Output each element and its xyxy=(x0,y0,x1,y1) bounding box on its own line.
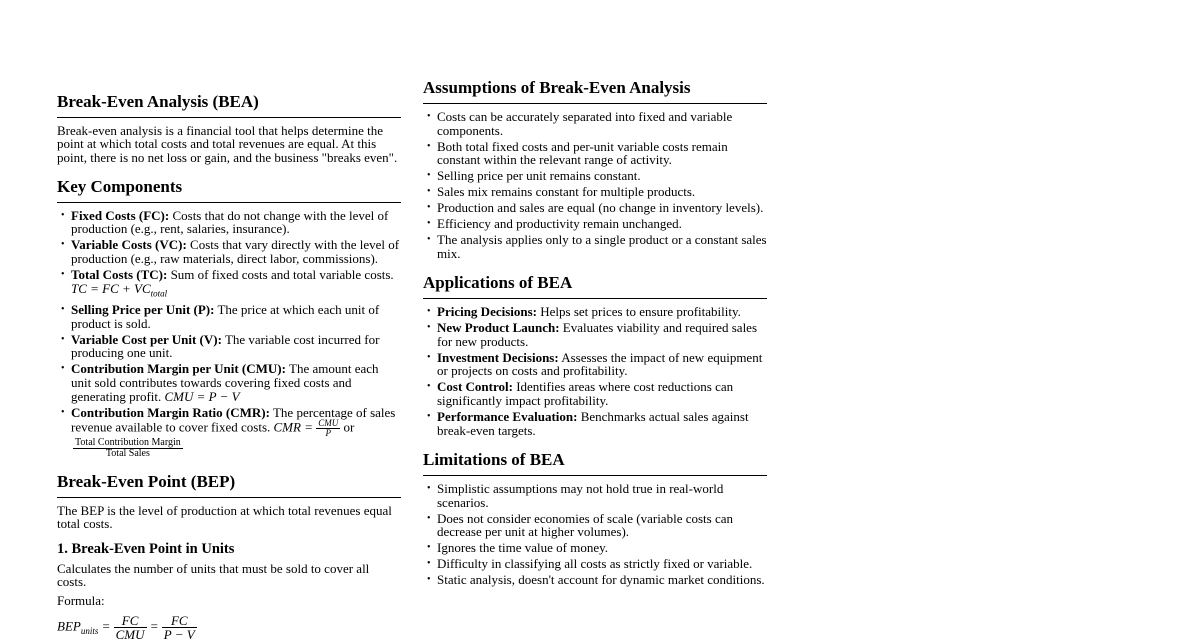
bea-intro: Break-even analysis is a financial tool that helps determine the point at which total costs and total revenues are equal. At this point, there is no net loss or gain, and the business "breaks even". xyxy=(57,123,398,165)
limitation-item: • Simplistic assumptions may not hold true in real-world scenarios. xyxy=(423,482,767,509)
bep-units-formula: $BEP_{units}$ = $\frac{FC}{\text{CMU}}$ = $\frac{FC}{P - V}$ xyxy=(57,612,195,642)
formula-label: Formula: xyxy=(57,593,105,609)
limitations-title: Limitations of BEA xyxy=(423,450,767,476)
application-investment: • Investment Decisions: Assesses the impact of new equipment or projects on costs and profitability. xyxy=(423,351,767,378)
component-cmr: • Contribution Margin Ratio (CMR): The percentage of sales revenue available to cover fixed costs. CMR = $\frac{\text{CMU}}{P}$ or $\frac{\text{Total Contribution Margin}}{\text{Total Sales}}$ xyxy=(57,406,401,460)
units-title: 1. Break-Even Point in Units xyxy=(57,540,235,557)
applications-title: Applications of BEA xyxy=(423,273,767,299)
bea-title: Break-Even Analysis (BEA) xyxy=(57,92,401,118)
cmr-formula: CMR = xyxy=(273,419,313,435)
cmu-formula: CMU = P − V xyxy=(164,388,240,404)
limitation-item: • Difficulty in classifying all costs as strictly fixed or variable. xyxy=(423,557,767,571)
limitations-list xyxy=(423,482,767,587)
limitation-item: • Ignores the time value of money. xyxy=(423,541,767,555)
assumptions-list xyxy=(423,110,767,260)
assumption-item: • Efficiency and productivity remain unchanged. xyxy=(423,217,767,231)
cmr-fraction: $\frac{\text{CMU}}{P}$ xyxy=(318,418,339,439)
component-total-costs: • Total Costs (TC): Sum of fixed costs and total variable costs. TC = FC + $VC_{total}$ xyxy=(57,268,401,301)
component-variable-cost-unit: • Variable Cost per Unit (V): The variable cost incurred for producing one unit. xyxy=(57,333,401,360)
assumption-item: • The analysis applies only to a single product or a constant sales mix. xyxy=(423,233,767,260)
applications-list xyxy=(423,305,767,437)
bep-intro: The BEP is the level of production at which total revenues equal total costs. xyxy=(57,503,392,532)
cmr-fraction-words: $\frac{\text{Total Contribution Margin}}{\text{Total Sales}}$ xyxy=(75,437,181,460)
application-new-product: • New Product Launch: Evaluates viability and required sales for new products. xyxy=(423,321,767,348)
components-list xyxy=(57,209,401,459)
application-performance: • Performance Evaluation: Benchmarks actual sales against break-even targets. xyxy=(423,410,767,437)
limitation-item: • Does not consider economies of scale (variable costs can decrease per unit at higher volumes). xyxy=(423,512,767,539)
application-pricing: • Pricing Decisions: Helps set prices to ensure profitability. xyxy=(423,305,767,319)
right-column xyxy=(423,78,767,589)
component-fixed-costs: • Fixed Costs (FC): Costs that do not change with the level of production (e.g., rent, salaries, insurance). xyxy=(57,209,401,236)
component-cmu: • Contribution Margin per Unit (CMU): The amount each unit sold contributes towards covering fixed costs and generating profit. CMU = P − V xyxy=(57,362,401,403)
bep-title: Break-Even Point (BEP) xyxy=(57,472,401,498)
units-desc: Calculates the number of units that must be sold to cover all costs. xyxy=(57,560,370,590)
component-variable-costs: • Variable Costs (VC): Costs that vary directly with the level of production (e.g., raw materials, direct labor, commissions). xyxy=(57,238,401,265)
component-selling-price: • Selling Price per Unit (P): The price at which each unit of product is sold. xyxy=(57,303,401,330)
assumption-item: • Costs can be accurately separated into fixed and variable components. xyxy=(423,110,767,137)
assumption-item: • Selling price per unit remains constant. xyxy=(423,169,767,183)
left-column xyxy=(57,92,401,641)
tc-formula: TC = FC + $VC_{total}$ xyxy=(71,280,168,299)
assumptions-title: Assumptions of Break-Even Analysis xyxy=(423,78,767,104)
components-title: Key Components xyxy=(57,177,401,203)
assumption-item: • Sales mix remains constant for multiple products. xyxy=(423,185,767,199)
limitation-item: • Static analysis, doesn't account for dynamic market conditions. xyxy=(423,573,767,587)
assumption-item: • Both total fixed costs and per-unit variable costs remain constant within the relevant range of activity. xyxy=(423,140,767,167)
assumption-item: • Production and sales are equal (no change in inventory levels). xyxy=(423,201,767,215)
application-cost-control: • Cost Control: Identifies areas where cost reductions can significantly impact profitability. xyxy=(423,380,767,407)
